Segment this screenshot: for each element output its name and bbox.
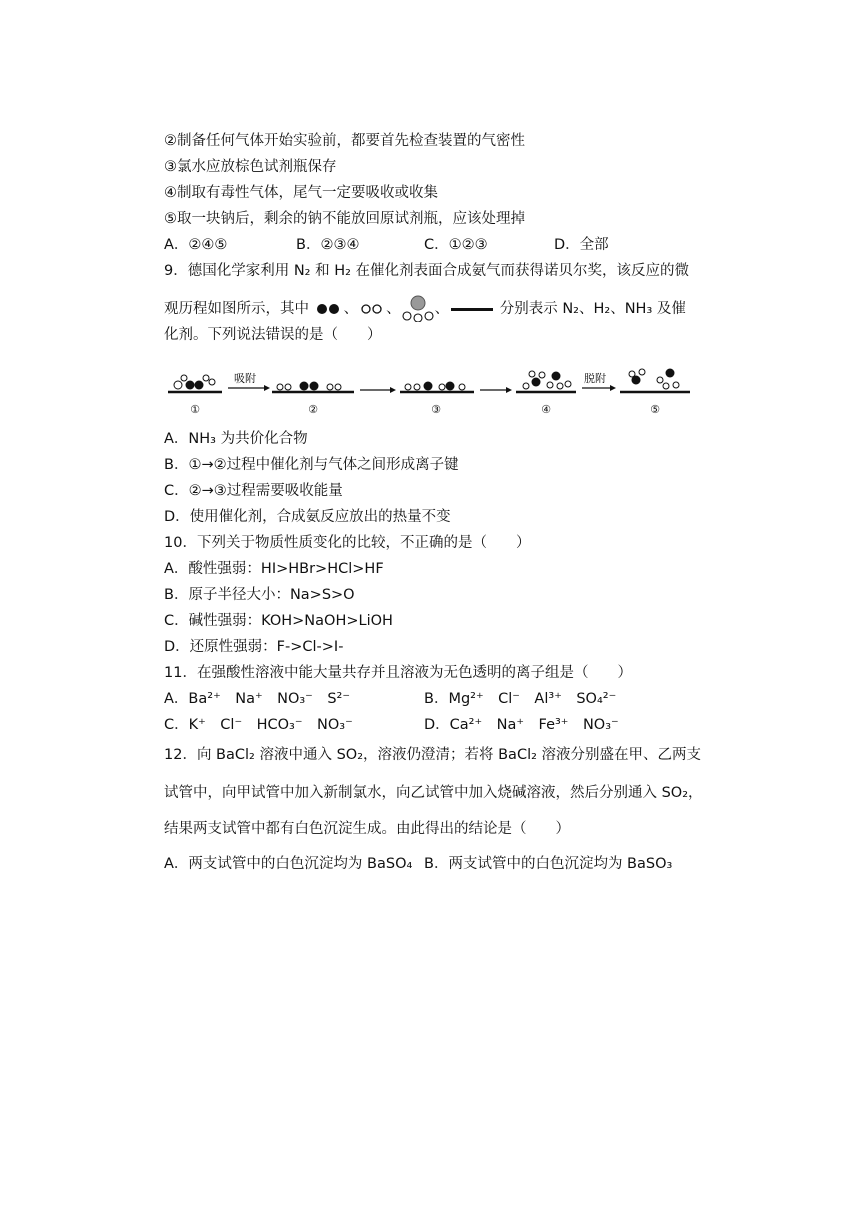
step-2-figure — [272, 382, 354, 393]
q8-option-c: C．①②③ — [424, 237, 488, 253]
q11-option-b: B．Mg²⁺ Cl⁻ Al³⁺ SO₄²⁻ — [424, 691, 617, 707]
q11-option-a: A．Ba²⁺ Na⁺ NO₃⁻ S²⁻ — [164, 691, 351, 707]
arrow-desorption — [582, 371, 616, 391]
q8-option-b: B．②③④ — [296, 237, 360, 253]
q9-separator-1: 、 — [343, 301, 359, 317]
arrow-label-adsorption: 吸附 — [234, 372, 256, 385]
q11-option-c: C．K⁺ Cl⁻ HCO₃⁻ NO₃⁻ — [164, 717, 353, 733]
catalyst-icon — [449, 304, 495, 314]
step-label-3: ③ — [431, 403, 441, 416]
q8-option-d: D．全部 — [554, 237, 609, 253]
q9-option-b: B．①→②过程中催化剂与气体之间形成离子键 — [164, 457, 459, 473]
step-1-figure — [168, 375, 222, 392]
q9-option-a: A．NH₃ 为共价化合物 — [164, 431, 308, 447]
statement-5: ⑤取一块钠后，剩余的钠不能放回原试剂瓶，应该处理掉 — [164, 211, 525, 227]
q12-stem-line2: 试管中，向甲试管中加入新制氯水，向乙试管中加入烧碱溶液，然后分别通入 SO₂， — [164, 785, 703, 801]
step-3-figure — [400, 382, 474, 393]
q11-option-d: D．Ca²⁺ Na⁺ Fe³⁺ NO₃⁻ — [424, 717, 619, 733]
n2-molecule-icon — [314, 302, 344, 316]
arrow-adsorption — [228, 371, 270, 391]
q9-stem-line2 — [164, 292, 686, 322]
q9-separator-3: 、 — [434, 301, 450, 317]
step-4-figure — [516, 371, 576, 392]
q9-stem-prefix: 观历程如图所示，其中 — [164, 301, 309, 317]
q10-option-b: B．原子半径大小：Na>S>O — [164, 587, 355, 603]
q12-stem-line3: 结果两支试管中都有白色沉淀生成。由此得出的结论是（ ） — [164, 821, 570, 837]
h2-molecule-icon — [358, 302, 386, 316]
q10-stem: 10．下列关于物质性质变化的比较，不正确的是（ ） — [164, 535, 531, 551]
q10-option-c: C．碱性强弱：KOH>NaOH>LiOH — [164, 613, 393, 629]
nh3-molecule-icon — [401, 292, 435, 322]
q10-option-a: A．酸性强弱：HI>HBr>HCl>HF — [164, 561, 384, 577]
q12-option-a: A．两支试管中的白色沉淀均为 BaSO₄ — [164, 856, 413, 872]
q11-stem: 11．在强酸性溶液中能大量共存并且溶液为无色透明的离子组是（ ） — [164, 665, 632, 681]
step-label-5: ⑤ — [650, 403, 660, 416]
q8-option-a: A．②④⑤ — [164, 237, 228, 253]
statement-4: ④制取有毒性气体，尾气一定要吸收或收集 — [164, 185, 438, 201]
q10-option-d: D．还原性强弱：F->Cl->I- — [164, 639, 344, 655]
q9-option-d: D．使用催化剂，合成氨反应放出的热量不变 — [164, 509, 451, 525]
reaction-mechanism-diagram — [164, 368, 704, 420]
q9-stem-line1: 9．德国化学家利用 N₂ 和 H₂ 在催化剂表面合成氨气而获得诺贝尔奖，该反应的微 — [164, 263, 690, 279]
step-label-2: ② — [308, 403, 318, 416]
arrow-label-desorption: 脱附 — [584, 372, 606, 385]
q9-stem-suffix: 分别表示 N₂、H₂、NH₃ 及催 — [499, 301, 686, 317]
step-label-4: ④ — [541, 403, 551, 416]
q9-stem-line3: 化剂。下列说法错误的是（ ） — [164, 327, 382, 343]
q12-option-b: B．两支试管中的白色沉淀均为 BaSO₃ — [424, 856, 673, 872]
step-5-figure — [620, 369, 690, 393]
arrow-3 — [480, 387, 512, 393]
q9-option-c: C．②→③过程需要吸收能量 — [164, 483, 343, 499]
q9-separator-2: 、 — [386, 301, 401, 317]
step-label-1: ① — [190, 403, 200, 416]
statement-3: ③氯水应放棕色试剂瓶保存 — [164, 159, 337, 175]
statement-2: ②制备任何气体开始实验前，都要首先检查装置的气密性 — [164, 133, 525, 149]
q12-stem-line1: 12．向 BaCl₂ 溶液中通入 SO₂，溶液仍澄清；若将 BaCl₂ 溶液分别盛在甲、乙两支 — [164, 747, 702, 763]
arrow-2 — [360, 387, 396, 393]
